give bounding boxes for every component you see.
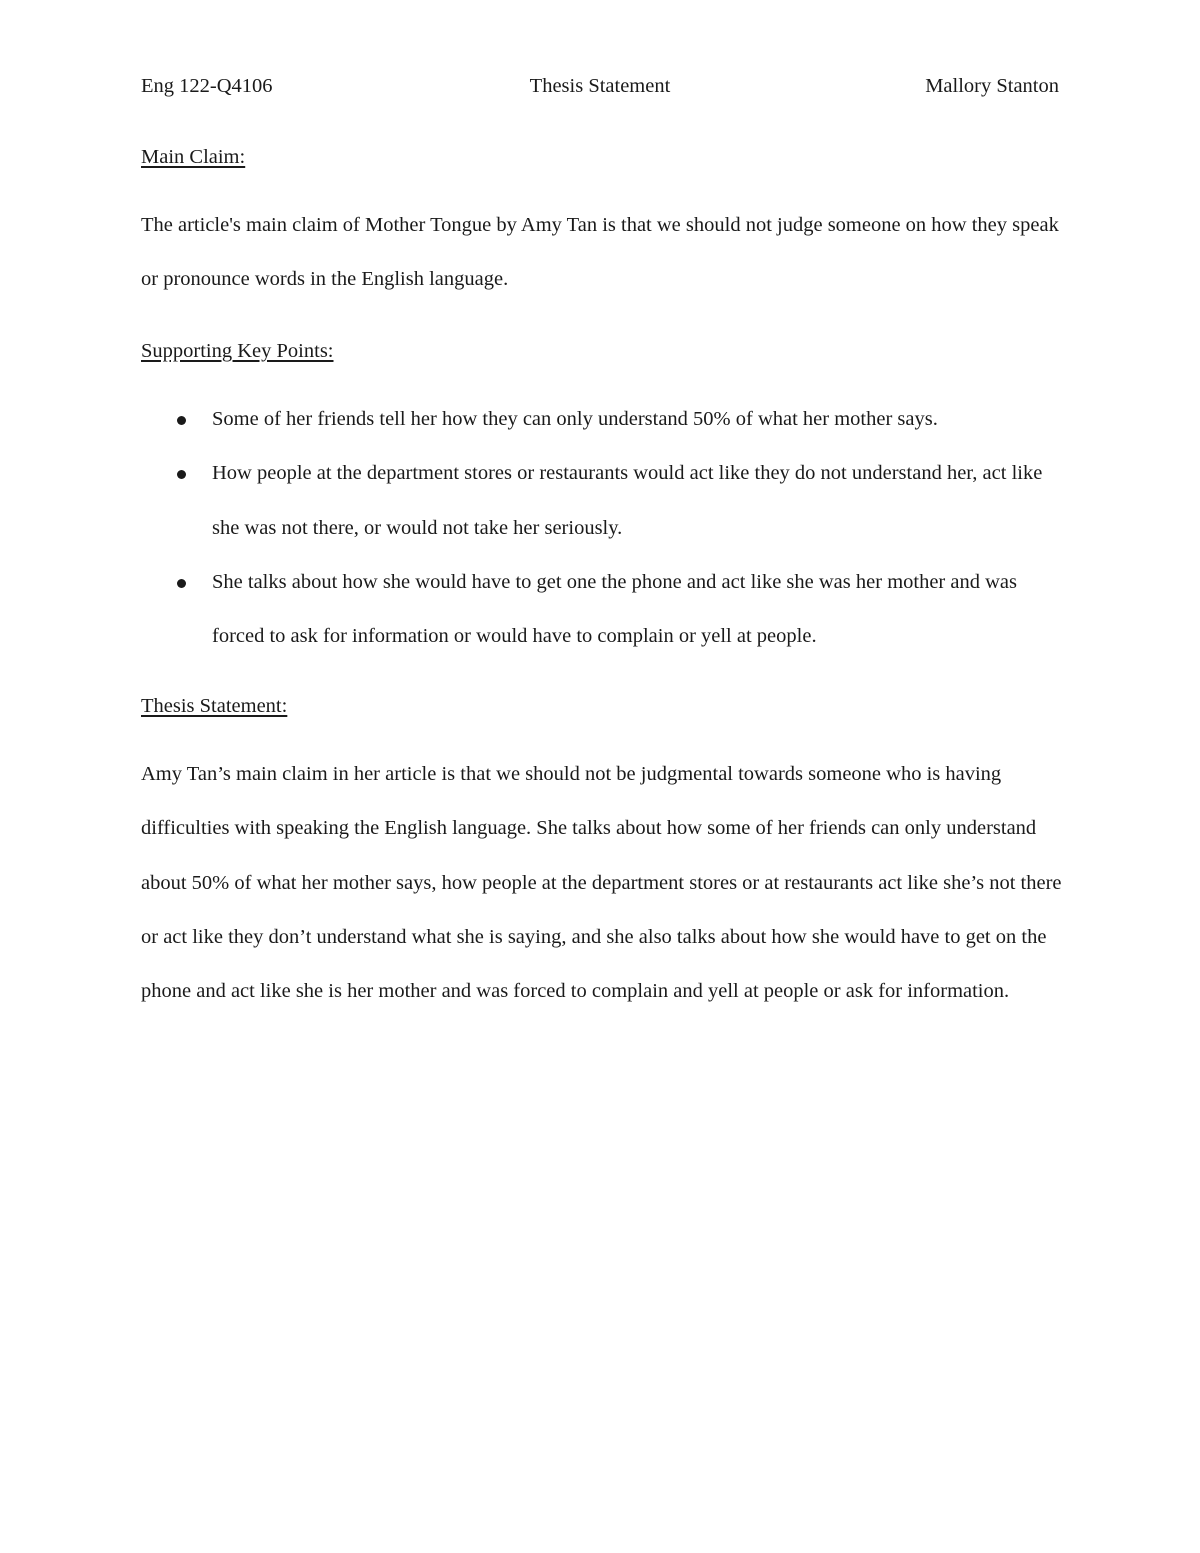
- main-claim-heading: Main Claim:: [141, 146, 246, 168]
- document-title: Thesis Statement: [529, 75, 671, 97]
- thesis-paragraph: Amy Tan’s main claim in her article is that we should not be judgmental towards someone who is having difficulties with speaking the English language. She talks about how some of her friends can only understand about 50% of what her mother says, how people at the department stores or at restaurants act like she’s not there or act like they don’t understand what she is saying, and she also talks about how she would have to get on the phone and act like she is her mother and was forced to complain and yell at people or ask for information.: [141, 763, 1062, 1003]
- course-code: Eng 122-Q4106: [141, 75, 273, 97]
- bullet-icon: [177, 470, 186, 479]
- bullet-icon: [177, 579, 186, 588]
- list-item: [141, 555, 1066, 664]
- author-name: Mallory Stanton: [925, 75, 1059, 97]
- main-claim-paragraph: The article's main claim of Mother Tongue by Amy Tan is that we should not judge someone on how they speak or pronounce words in the English language.: [141, 214, 1059, 291]
- thesis-heading: Thesis Statement:: [141, 695, 288, 717]
- bullet-icon: [177, 416, 186, 425]
- list-item: [141, 446, 1066, 555]
- point-text: She talks about how she would have to get one the phone and act like she was her mother and was forced to ask for information or would have to complain or yell at people.: [212, 570, 1017, 648]
- point-text: Some of her friends tell her how they can only understand 50% of what her mother says.: [212, 408, 938, 430]
- list-item: [141, 392, 1066, 446]
- point-text: How people at the department stores or restaurants would act like they do not understand her, act like she was not there, or would not take her seriously.: [212, 462, 1043, 539]
- page-header: [141, 72, 1059, 100]
- supporting-points-list: [141, 392, 1066, 663]
- supporting-points-heading: Supporting Key Points:: [141, 340, 334, 362]
